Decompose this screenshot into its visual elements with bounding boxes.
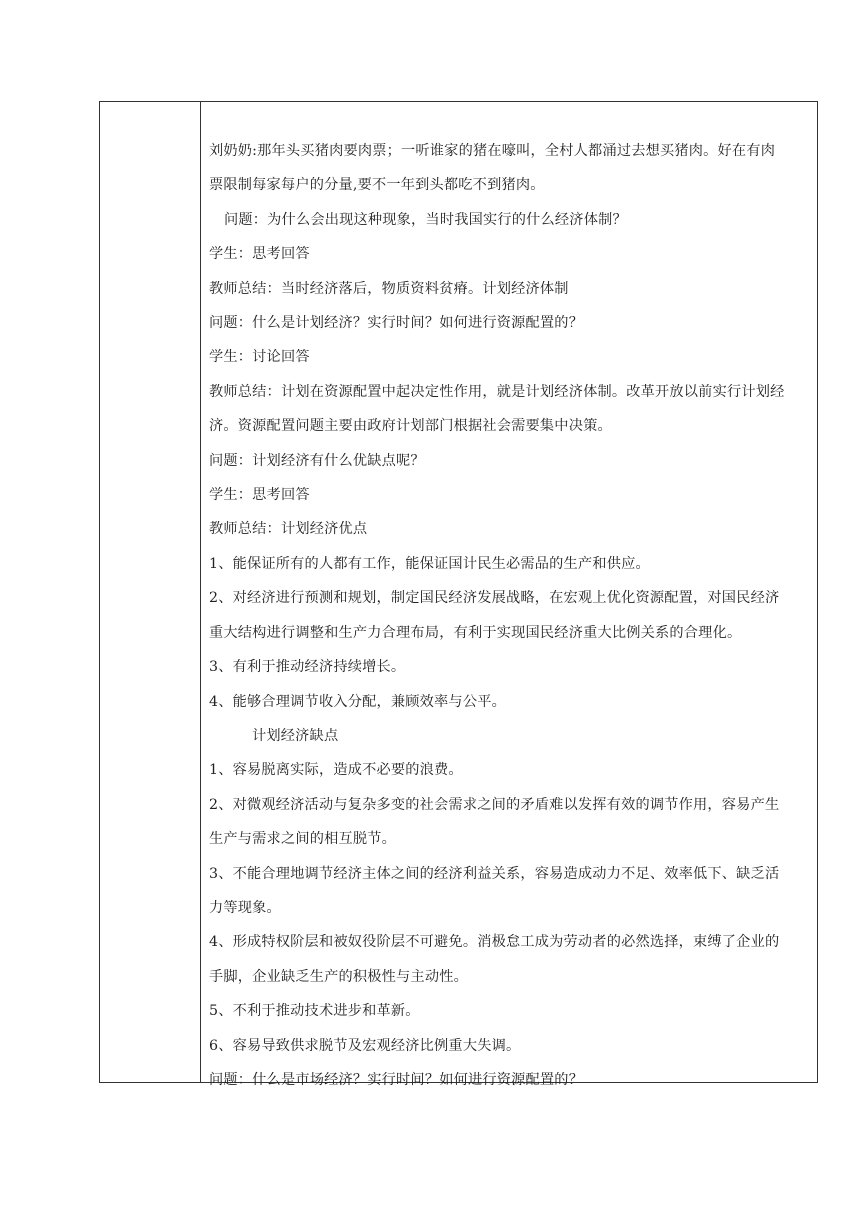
text-line: 学生：思考回答 bbox=[209, 487, 310, 504]
text-line: 3、有利于推动经济持续增长。 bbox=[209, 659, 406, 676]
text-line: 力等现象。 bbox=[209, 899, 281, 916]
text-line: 问题：计划经济有什么优缺点呢？ bbox=[209, 452, 425, 469]
text-line: 手脚，企业缺乏生产的积极性与主动性。 bbox=[209, 968, 468, 985]
text-line: 1、能保证所有的人都有工作，能保证国计民生必需品的生产和供应。 bbox=[209, 555, 650, 572]
text-line: 刘奶奶:那年头买猪肉要肉票；一听谁家的猪在嚎叫，全村人都涌过去想买猪肉。好在有肉 bbox=[209, 143, 776, 159]
text-line: 票限制每家每户的分量,要不一年到头都吃不到猪肉。 bbox=[209, 177, 545, 194]
table-left-cell bbox=[100, 102, 201, 1082]
text-line: 学生：思考回答 bbox=[209, 246, 310, 263]
text-line: 2、对微观经济活动与复杂多变的社会需求之间的矛盾难以发挥有效的调节作用，容易产生 bbox=[209, 796, 780, 813]
text-line: 教师总结：计划在资源配置中起决定性作用，就是计划经济体制。改革开放以前实行计划经 bbox=[209, 383, 785, 400]
text-line: 济。资源配置问题主要由政府计划部门根据社会需要集中决策。 bbox=[209, 418, 612, 435]
table-content-cell bbox=[201, 102, 817, 1088]
text-line: 问题：为什么会出现这种现象，当时我国实行的什么经济体制？ bbox=[224, 211, 627, 228]
text-line: 6、容易导致供求脱节及宏观经济比例重大失调。 bbox=[209, 1037, 521, 1054]
text-line: 重大结构进行调整和生产力合理布局，有利于实现国民经济重大比例关系的合理化。 bbox=[209, 624, 742, 641]
text-line: 问题：什么是计划经济？实行时间？如何进行资源配置的？ bbox=[209, 315, 584, 332]
text-line: 3、不能合理地调节经济主体之间的经济利益关系，容易造成动力不足、效率低下、缺乏活 bbox=[209, 865, 780, 882]
text-line: 问题：什么是市场经济？实行时间？如何进行资源配置的？ bbox=[209, 1071, 584, 1088]
text-line: 计划经济缺点 bbox=[252, 727, 339, 744]
text-line: 生产与需求之间的相互脱节。 bbox=[209, 831, 397, 848]
text-line: 4、形成特权阶层和被奴役阶层不可避免。消极怠工成为劳动者的必然选择，束缚了企业的 bbox=[209, 934, 780, 951]
text-line: 学生：讨论回答 bbox=[209, 349, 310, 366]
text-line: 4、能够合理调节收入分配，兼顾效率与公平。 bbox=[209, 693, 506, 710]
lesson-table bbox=[99, 101, 818, 1088]
text-line: 1、容易脱离实际，造成不必要的浪费。 bbox=[209, 762, 463, 779]
text-line: 教师总结：当时经济落后，物质资料贫瘠。计划经济体制 bbox=[209, 280, 569, 297]
text-line: 教师总结：计划经济优点 bbox=[209, 521, 368, 538]
text-line: 2、对经济进行预测和规划，制定国民经济发展战略，在宏观上优化资源配置，对国民经济 bbox=[209, 590, 780, 607]
text-line: 5、不利于推动技术进步和革新。 bbox=[209, 1003, 420, 1020]
